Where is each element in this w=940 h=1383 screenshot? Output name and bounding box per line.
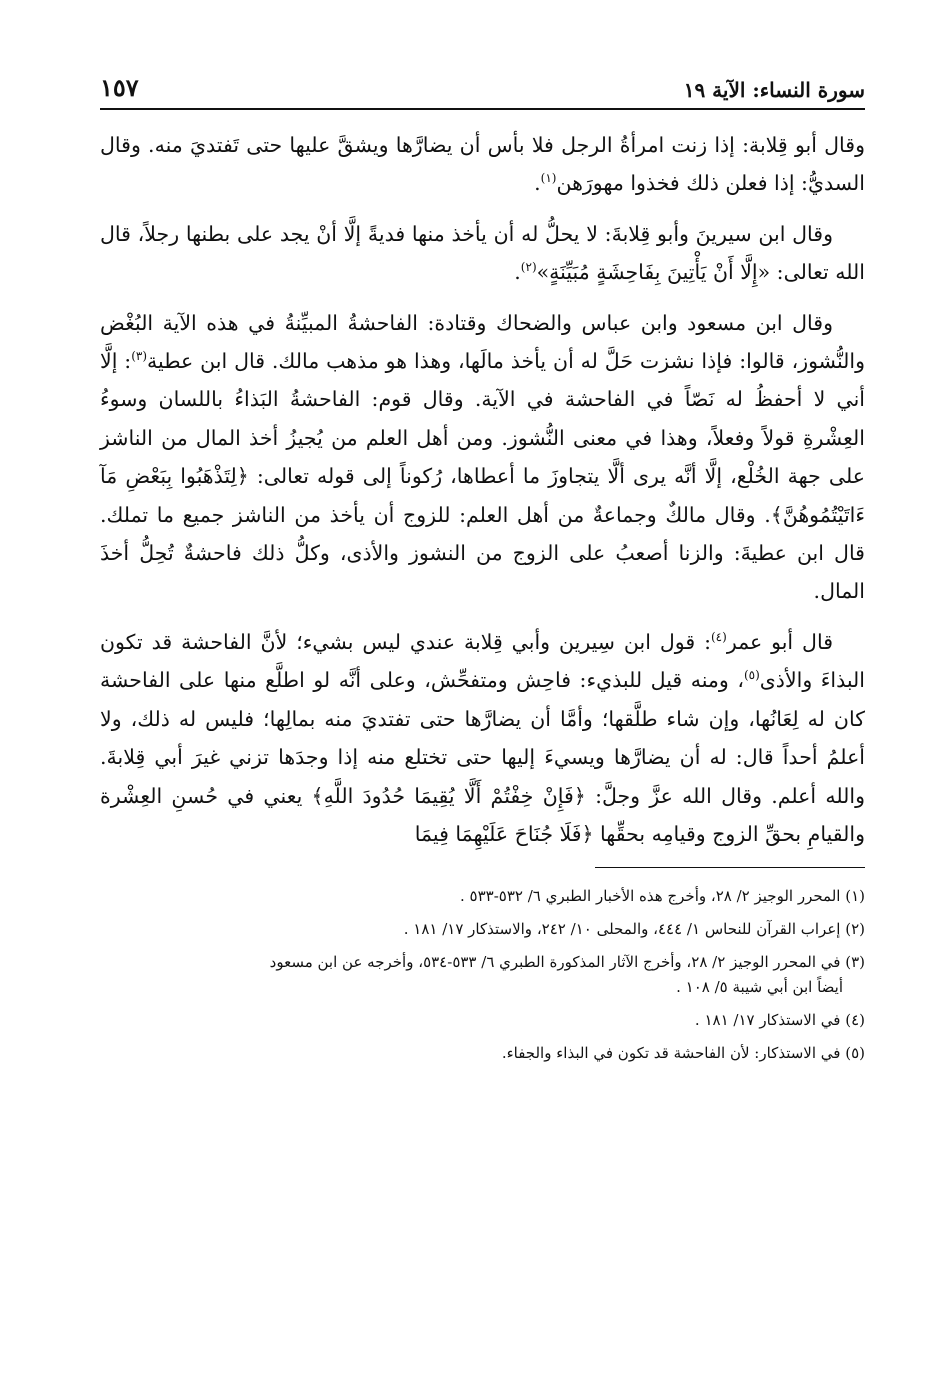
- footnote-4: [100, 1008, 865, 1033]
- footnote-1: [100, 884, 865, 909]
- surah-title: سورة النساء: الآية ١٩: [683, 78, 865, 102]
- main-text: [100, 126, 865, 853]
- footnote-text: (٣) في المحرر الوجيز ٢/ ٢٨، وأخرج الآثار المذكورة الطبري ٦/ ٥٣٣-٥٣٤، وأخرجه عن ابن مسعود: [269, 953, 865, 972]
- footnote-text: (١) المحرر الوجيز ٢/ ٢٨، وأخرج هذه الأخبار الطبري ٦/ ٥٣٢-٥٣٣ .: [459, 887, 865, 906]
- footnote-5: [100, 1041, 865, 1066]
- footnote-divider: [595, 867, 865, 868]
- footnote-text: (٢) إعراب القرآن للنحاس ١/ ٤٤٤، والمحلى ١٠/ ٢٤٢، والاستذكار ١٧/ ١٨١ .: [403, 920, 865, 939]
- paragraph-3: وقال ابن مسعود وابن عباس والضحاك وقتادة: الفاحشةُ المبيِّنةُ في هذه الآية البُغْض والنُّشوز، قالوا: فإذا نشزت حَلَّ له أن يأخذ مالَها، وهذا هو مذهب مالك. قال ابن عطية$^{(٣)}$: إلَّا أني لا أحفظُ له نَصّاً في الفاحشة في الآية. وقال قوم: الفاحشةُ البَذاءُ باللسان وسوءُ العِشْرةِ قولاً وفعلاً، وهذا في معنى النُّشوز. ومن أهل العلم من يُجيزُ أخذ المال من الناشز على جهة الخُلْع، إلَّا أنَّه يرى ألَّا يتجاوزَ ما أعطاها، رُكوناً إلى قوله تعالى: ﴿لِتَذْهَبُوا بِبَعْضِ مَآ ءَاتَيْتُمُوهُنَّ﴾. وقال مالكٌ وجماعةٌ من أهل العلم: للزوج أن يأخذ من الناشز جميع ما تملك. قال ابن عطيةَ: والزنا أصعبُ على الزوج من النشوز والأذى، وكلُّ ذلك فاحشةٌ تُحِلُّ أخذَ المال.: [100, 310, 865, 604]
- page-header: [100, 72, 865, 110]
- paragraph-2: وقال ابن سيرينَ وأبو قِلابةَ: لا يحلُّ له أن يأخذ منها فديةً إلَّا أنْ يجد على بطنها رجلاً، قال الله تعالى: «إِلَّا أَنْ يَأْتِينَ بِفَاحِشَةٍ مُبَيِّنَةٍ»$^{(٢)}$.: [100, 221, 865, 285]
- footnotes: [100, 884, 865, 1066]
- footnote-2: [100, 917, 865, 942]
- footnote-3: [100, 950, 865, 1000]
- footnote-text: (٤) في الاستذكار ١٧/ ١٨١ .: [694, 1011, 865, 1030]
- footnote-continuation: أيضاً ابن أبي شيبة ٥/ ١٠٨ .: [676, 978, 843, 997]
- book-page: [100, 72, 865, 1074]
- page-number: ١٥٧: [100, 73, 139, 102]
- paragraph-4: قال أبو عمر$^{(٤)}$: قول ابن سِيرين وأبي قِلابة عندي ليس بشيء؛ لأنَّ الفاحشة قد تكون البذاءَ والأذى$^{(٥)}$، ومنه قيل للبذيء: فاحِش ومتفحِّش، وعلى أنَّه لو اطلَّع منها على الفاحشة كان له لِعَانُها، وإن شاء طلَّقها؛ وأمَّا أن يضارَّها حتى تفتديَ منه بمالِها؛ فليس له ذلك، ولا أعلمُ أحداً قال: له أن يضارَّها ويسيءَ إليها حتى تختلع منه إذا وجدَها تزني غيرَ أبي قِلابةَ. والله أعلم. وقال الله عزَّ وجلَّ: ﴿فَإِنْ خِفْتُمْ أَلَّا يُقِيمَا حُدُودَ اللَّهِ﴾ يعني في حُسنِ العِشْرة والقيامِ بحقِّ الزوج وقيامِه بحقِّها ﴿فَلَا جُنَاحَ عَلَيْهِمَا فِيمَا: [100, 629, 865, 846]
- paragraph-1: وقال أبو قِلابة: إذا زنت امرأةُ الرجل فلا بأس أن يضارَّها ويشقَّ عليها حتى تَفتديَ منه. وقال السديُّ: إذا فعلن ذلك فخذوا مهورَهن$^{(١)}$.: [100, 133, 865, 196]
- footnote-text: (٥) في الاستذكار: لأن الفاحشة قد تكون في البذاء والجفاء.: [501, 1044, 865, 1063]
